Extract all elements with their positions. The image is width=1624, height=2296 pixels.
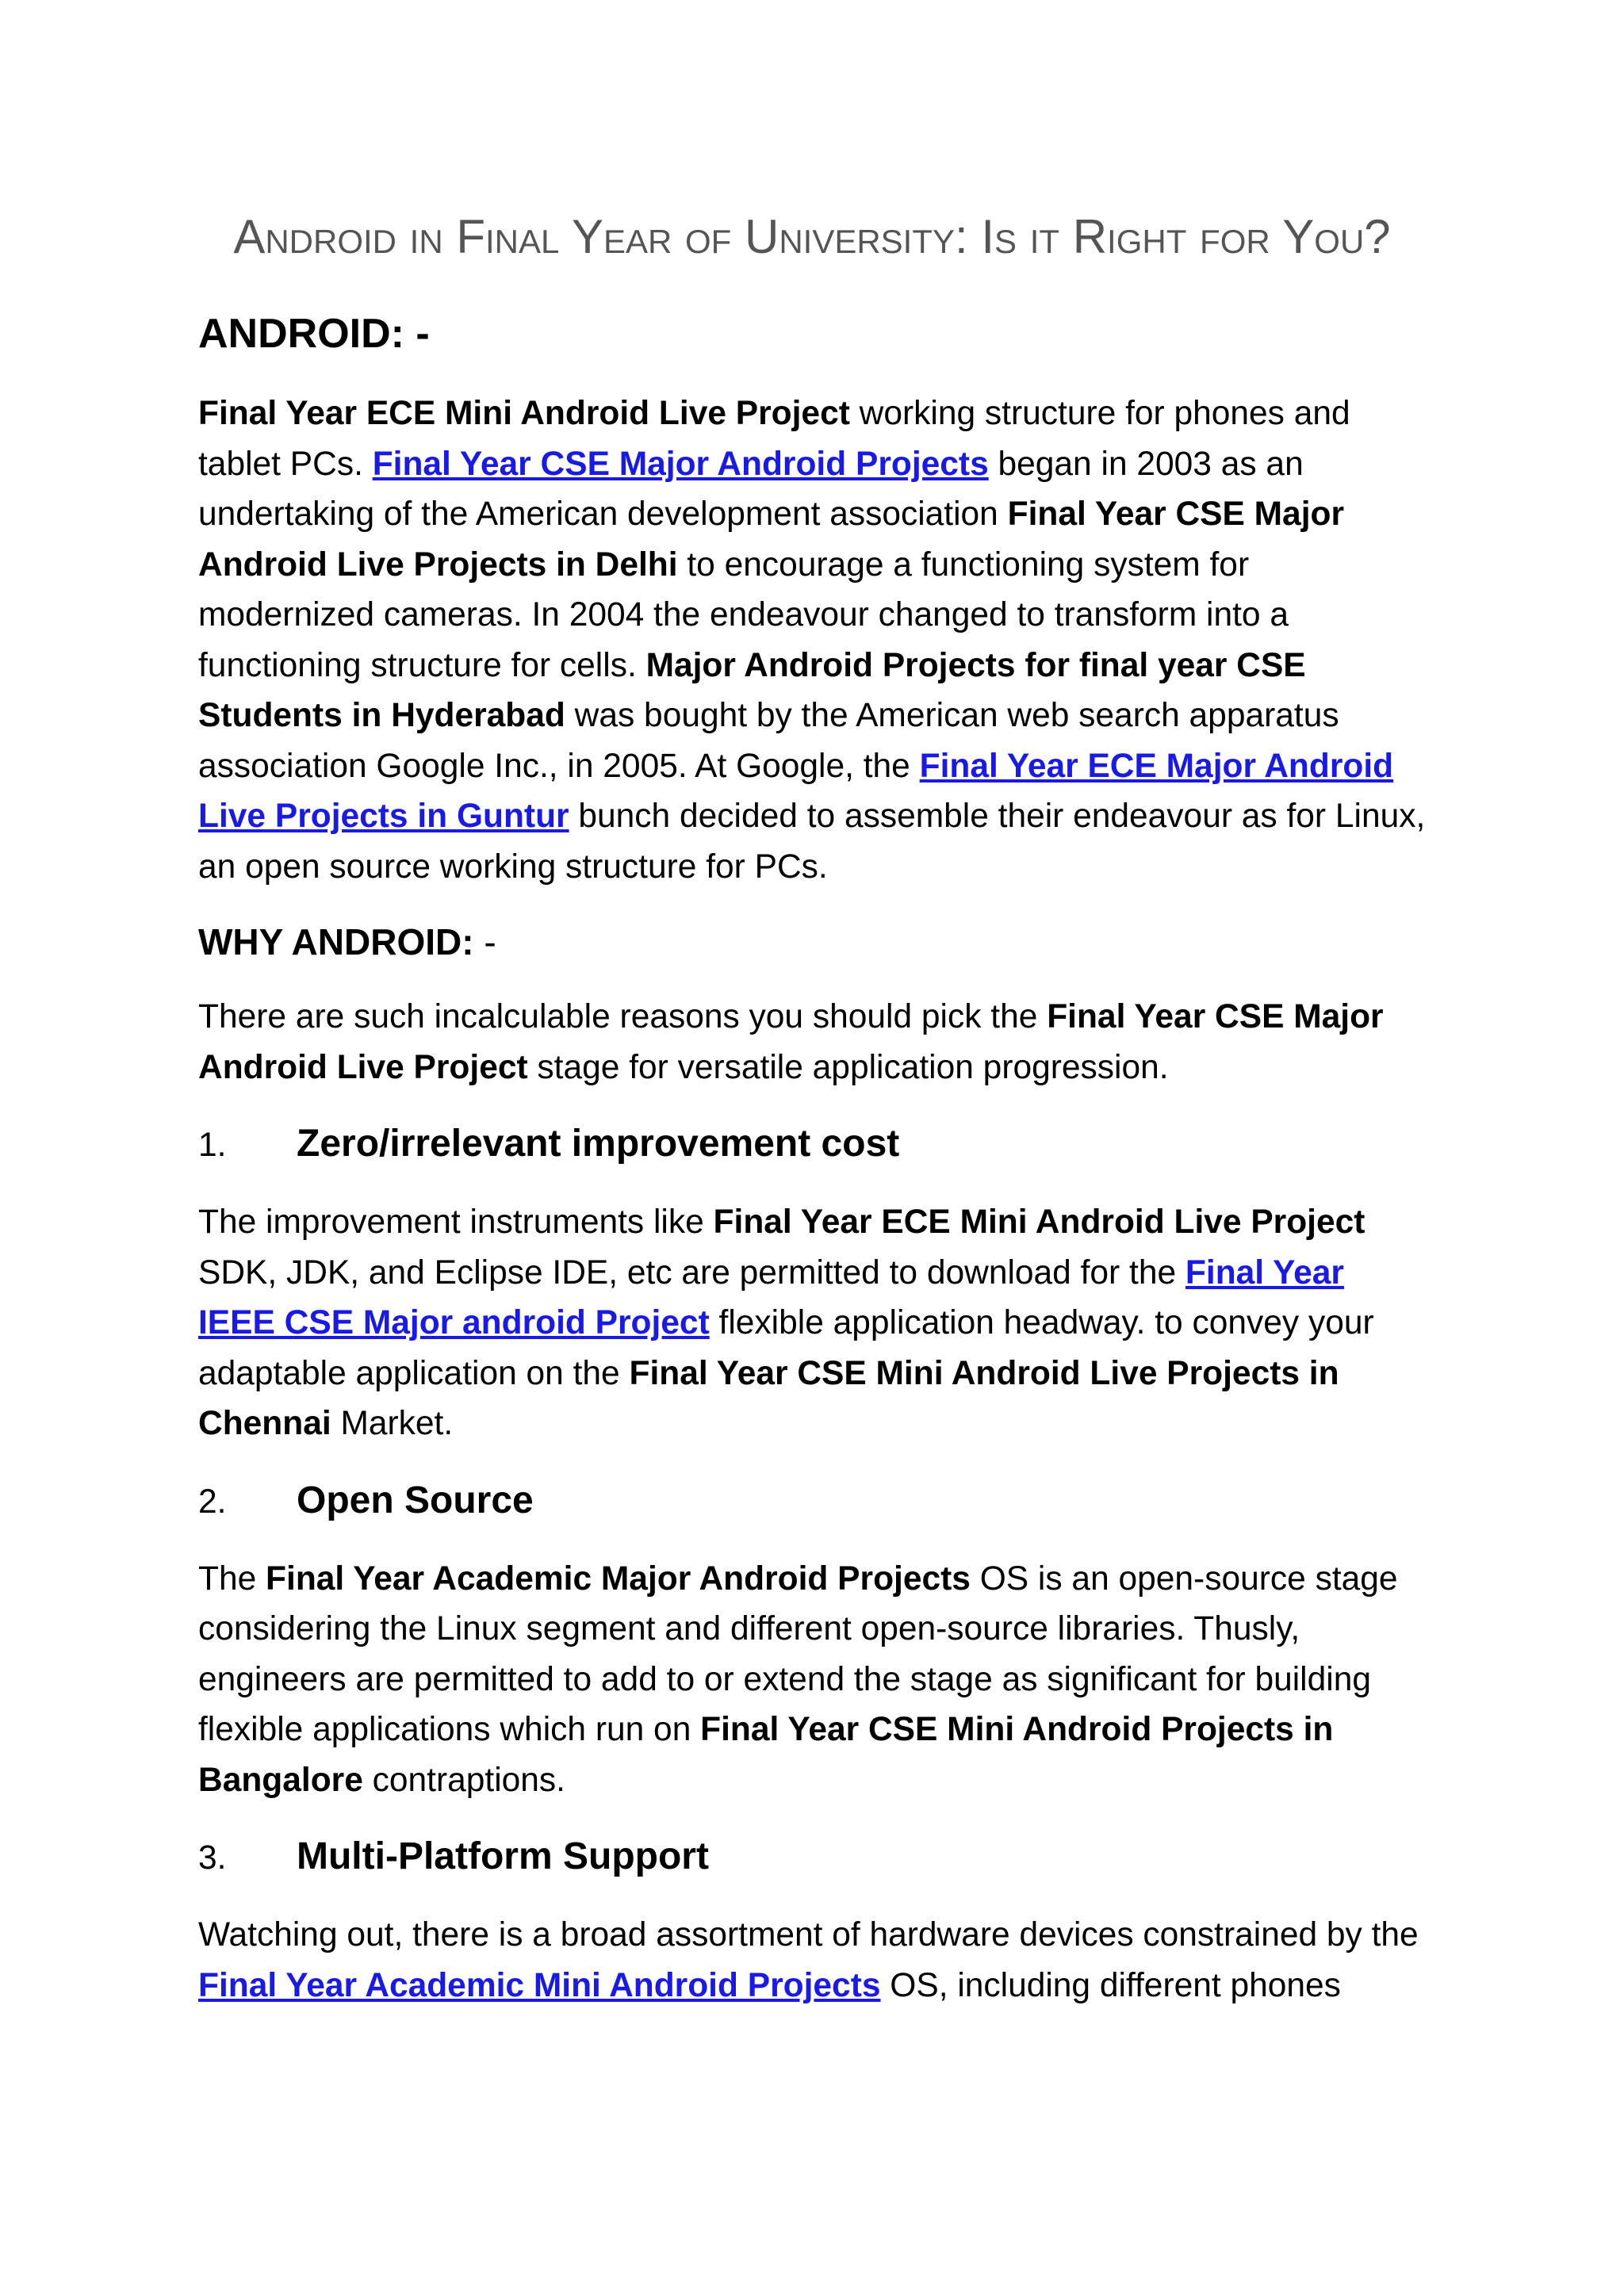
list-item-title: Open Source <box>297 1479 534 1521</box>
link-final-year-academic-mini-android-projects[interactable]: Final Year Academic Mini Android Projects <box>198 1966 881 2004</box>
body-text: contraptions. <box>362 1761 565 1799</box>
body-text: The improvement instruments like <box>198 1203 714 1241</box>
bold-phrase: Final Year CSE Major Android Live Project <box>198 998 1384 1086</box>
list-item-heading <box>198 1475 1426 1529</box>
body-text: The <box>198 1559 266 1598</box>
body-text: was bought by the American web search apparatus association Google Inc., in 2005. At Google, the <box>198 697 1339 785</box>
body-text: bunch decided to assemble their endeavour as for Linux, an open source working structure for PCs. <box>198 798 1426 886</box>
bold-phrase: Final Year Academic Major Android Projects <box>266 1559 971 1598</box>
body-text: Market. <box>331 1405 454 1442</box>
body-text: to encourage a functioning system for modernized cameras. In 2004 the endeavour changed to transform into a functioning structure for cells. <box>198 545 1289 684</box>
paragraph-android-intro <box>198 388 1426 892</box>
body-text: OS is an open-source stage considering the Linux segment and different open-source libraries. Thusly, engineers are permitted to add to or extend the stage as significant for building flexible applications which run on <box>198 1559 1398 1748</box>
bold-phrase: Final Year CSE Mini Android Projects in Bangalore <box>198 1711 1334 1799</box>
body-text: There are such incalculable reasons you should pick the <box>198 998 1048 1035</box>
bold-phrase: Final Year CSE Mini Android Live Projects in Chennai <box>198 1354 1339 1442</box>
list-item-paragraph <box>198 1197 1426 1449</box>
section-heading-why-android <box>198 917 1426 966</box>
bold-phrase: Final Year ECE Mini Android Live Project <box>713 1203 1365 1241</box>
body-text: OS, including different phones <box>880 1966 1341 2004</box>
bold-phrase: Final Year ECE Mini Android Live Project <box>198 395 850 432</box>
list-item-number: 1. <box>198 1127 227 1164</box>
body-text: flexible application headway. to convey your adaptable application on the <box>198 1304 1374 1392</box>
page-title: Android in Final Year of University: Is it Right for You? <box>233 210 1391 263</box>
body-text: stage for versatile application progression. <box>527 1048 1169 1086</box>
bold-phrase: Final Year CSE Major Android Live Projects in Delhi <box>198 496 1345 584</box>
body-text: SDK, JDK, and Eclipse IDE, etc are permitted to download for the <box>198 1253 1185 1292</box>
list-item-number: 2. <box>198 1483 227 1521</box>
list-item-title: Zero/irrelevant improvement cost <box>297 1123 900 1165</box>
body-text: Watching out, there is a broad assortment of hardware devices constrained by the <box>198 1916 1419 1954</box>
paragraph-why-android <box>198 992 1426 1093</box>
list-item-paragraph <box>198 1910 1426 2011</box>
link-final-year-ece-major-android-live-projects-guntur[interactable]: Final Year ECE Major Android Live Projects in Guntur <box>198 747 1394 835</box>
list-item-heading <box>198 1831 1426 1885</box>
section-heading-android: ANDROID: - <box>198 311 430 357</box>
body-text: working structure for phones and tablet PCs. <box>198 395 1350 483</box>
body-text: began in 2003 as an undertaking of the American development association <box>198 445 1304 533</box>
bold-phrase: Major Android Projects for final year CSE Students in Hyderabad <box>198 646 1306 734</box>
list-item-paragraph <box>198 1554 1426 1806</box>
heading-text: WHY ANDROID: <box>198 921 474 962</box>
list-item-title: Multi-Platform Support <box>297 1835 709 1877</box>
link-final-year-ieee-cse-major-android-project[interactable]: Final Year IEEE CSE Major android Project <box>198 1253 1344 1341</box>
list-item-heading <box>198 1118 1426 1172</box>
heading-suffix: - <box>473 921 496 962</box>
link-final-year-cse-major-android-projects[interactable]: Final Year CSE Major Android Projects <box>372 445 989 483</box>
list-item-number: 3. <box>198 1839 227 1877</box>
